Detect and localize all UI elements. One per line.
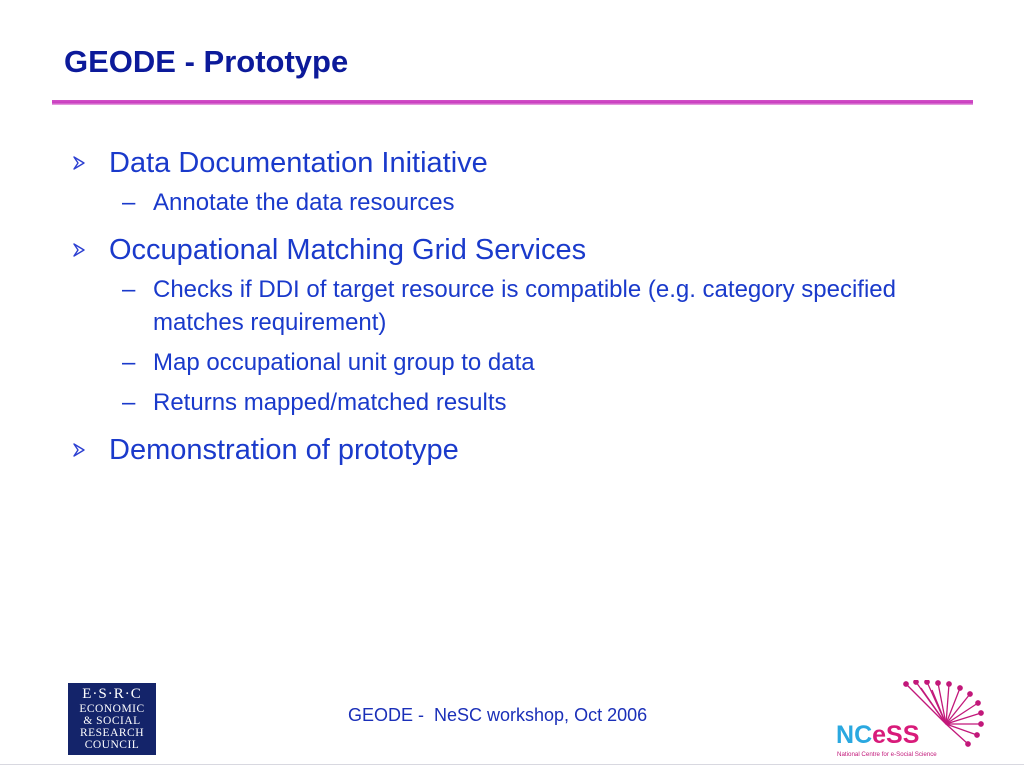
esrc-logo-acronym: E·S·R·C — [82, 686, 142, 702]
arrowhead-bullet-icon — [72, 442, 86, 458]
arrowhead-bullet-icon — [72, 242, 86, 258]
esrc-logo-line: & SOCIAL — [83, 715, 141, 727]
sub-bullet-item — [72, 273, 952, 339]
sub-bullet-text: Returns mapped/matched results — [153, 389, 507, 416]
esrc-logo-line: RESEARCH — [79, 727, 145, 739]
bullet-item — [72, 232, 952, 268]
bullet-item — [72, 432, 952, 468]
esrc-logo-line: ECONOMIC — [79, 703, 145, 715]
sub-bullet-item — [72, 346, 952, 379]
bullet-item — [72, 145, 952, 181]
sub-bullet-item — [72, 186, 952, 219]
ncess-logo — [834, 680, 984, 760]
esrc-logo-line: COUNCIL — [84, 739, 140, 751]
esrc-logo — [68, 683, 156, 755]
dash-marker: – — [122, 349, 136, 376]
dash-marker: – — [122, 389, 136, 416]
dash-marker: – — [122, 189, 136, 216]
dash-marker: – — [122, 276, 136, 303]
arrowhead-bullet-icon — [72, 155, 86, 171]
sub-bullet-text: Annotate the data resources — [153, 189, 455, 216]
sub-bullet-item — [72, 386, 952, 419]
slide-title: GEODE - Prototype — [64, 44, 349, 79]
bullet-text: Demonstration of prototype — [109, 434, 459, 466]
bullet-text: Data Documentation Initiative — [109, 147, 488, 179]
footer-text: GEODE - NeSC workshop, Oct 2006 — [348, 705, 648, 725]
bullet-list — [72, 145, 952, 473]
ncess-wordmark: NCeSS — [836, 721, 920, 749]
ncess-tagline: National Centre for e-Social Science — [837, 751, 937, 758]
sub-bullet-text: Checks if DDI of target resource is compatible (e.g. category specified matches requirement) — [153, 276, 896, 336]
title-divider — [52, 100, 973, 105]
bottom-divider — [0, 764, 1024, 765]
sub-bullet-text: Map occupational unit group to data — [153, 349, 535, 376]
bullet-text: Occupational Matching Grid Services — [109, 234, 587, 266]
